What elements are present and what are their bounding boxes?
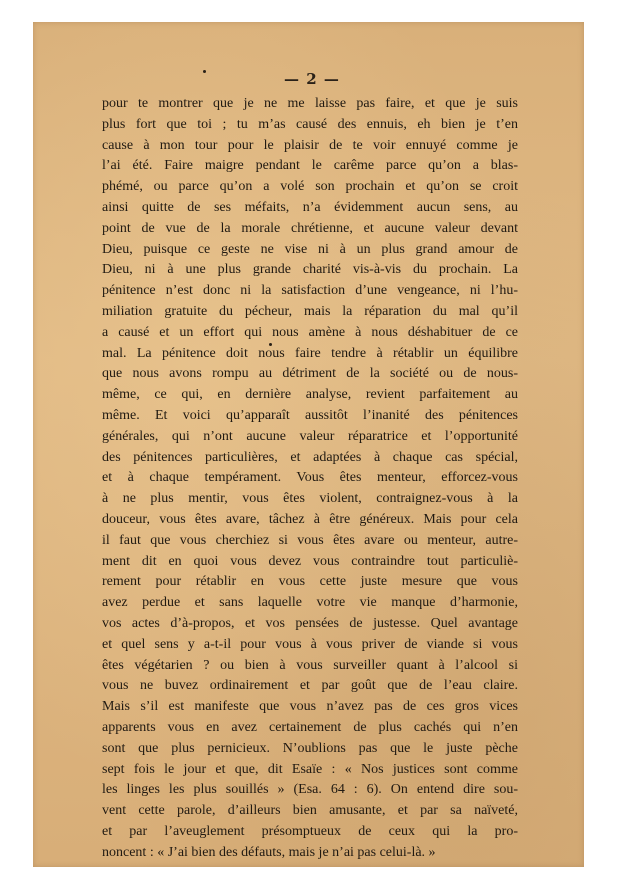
text-line: que nous avons rompu au détriment de la société ou de nous- bbox=[102, 366, 518, 382]
text-line: à ne plus mentir, vous êtes violent, contraignez-vous à la bbox=[102, 491, 518, 507]
text-line: Dieu, ni à une plus grande charité vis-à-vis du prochain. La bbox=[102, 262, 518, 278]
text-line: vous ne buvez ordinairement et par goût que de l’eau claire. bbox=[102, 678, 518, 694]
text-line: apparents vous en avez certainement de plus cachés qui n’en bbox=[102, 719, 518, 735]
text-line: même, ce qui, en dernière analyse, revient parfaitement au bbox=[102, 387, 518, 403]
text-line: vos actes d’à-propos, et vos pensées de justesse. Quel avantage bbox=[102, 615, 518, 631]
text-line: êtes végétarien ? ou bien à vous surveiller quant à l’alcool si bbox=[102, 657, 518, 673]
text-line: ment dit en quoi vous devez vous contraindre tout particuliè- bbox=[102, 553, 518, 569]
text-line: douceur, vous êtes avare, tâchez à être généreux. Mais pour cela bbox=[102, 511, 518, 527]
text-line: noncent : « J’ai bien des défauts, mais je n’ai pas celui-là. » bbox=[102, 844, 436, 860]
text-line: et quel sens y a-t-il pour vous à vous priver de viande si vous bbox=[102, 636, 518, 652]
text-line: sept fois le jour et que, dit Esaïe : « Nos justices sont comme bbox=[102, 761, 518, 777]
text-line: pénitence n’est donc ni la satisfaction d’une vengeance, ni l’hu- bbox=[102, 283, 518, 299]
text-line: Dieu, puisque ce geste ne vise ni à un plus grand amour de bbox=[102, 241, 518, 257]
text-line: Mais s’il est manifeste que vous n’avez pas de ces gros vices bbox=[102, 699, 518, 715]
text-line: vent cette parole, d’ailleurs bien amusante, et par sa naïveté, bbox=[102, 803, 518, 819]
text-line: générales, qui n’ont aucune valeur réparatrice et l’opportunité bbox=[102, 428, 518, 444]
text-line: avez perdue et sans laquelle votre vie manque d’harmonie, bbox=[102, 595, 518, 611]
page-number: — 2 — bbox=[284, 70, 340, 88]
text-line: pour te montrer que je ne me laisse pas faire, et que je suis bbox=[102, 96, 518, 111]
text-line: ainsi quitte de ses méfaits, n’a évidemment aucun sens, au bbox=[102, 199, 518, 215]
text-line: même. Et voici qu’apparaît aussitôt l’inanité des pénitences bbox=[102, 407, 518, 423]
text-line: des pénitences particulières, et adaptées à chaque cas spécial, bbox=[102, 449, 518, 465]
text-line: et par l’aveuglement présomptueux de ceux qui la pro- bbox=[102, 823, 518, 839]
text-line: point de vue de la morale chrétienne, et aucune valeur devant bbox=[102, 220, 518, 236]
text-line: phémé, ou parce qu’on a volé son prochain et qu’on se croit bbox=[102, 179, 518, 195]
text-line: l’ai été. Faire maigre pendant le carême parce qu’on a blas- bbox=[102, 158, 518, 174]
body-text bbox=[102, 94, 518, 863]
text-line: plus fort que toi ; tu m’as causé des ennuis, eh bien je t’en bbox=[102, 116, 518, 132]
text-line: mal. La pénitence doit nous faire tendre à rétablir un équilibre bbox=[102, 345, 518, 361]
text-line: rement pour rétablir en vous cette juste mesure que vous bbox=[102, 574, 518, 590]
text-line: sont que plus pernicieux. N’oublions pas que le juste pèche bbox=[102, 740, 518, 756]
text-line: et à chaque tempérament. Vous êtes menteur, efforcez-vous bbox=[102, 470, 518, 486]
text-line: miliation gratuite du pécheur, mais la réparation du mal qu’il bbox=[102, 303, 518, 319]
text-line: cause à mon tour pour le plaisir de te voir ennuyé comme je bbox=[102, 137, 518, 153]
text-line: a causé et un effort qui nous amène à nous déshabituer de ce bbox=[102, 324, 518, 340]
text-line: il faut que vous cherchiez si vous êtes avare ou menteur, autre- bbox=[102, 532, 518, 548]
text-line: les linges les plus souillés » (Esa. 64 : 6). On entend dire sou- bbox=[102, 782, 518, 798]
